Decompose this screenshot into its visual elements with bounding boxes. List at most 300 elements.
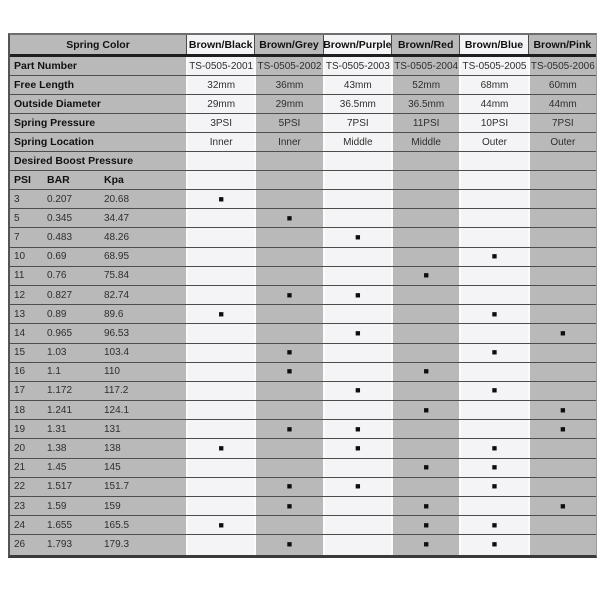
boost-kpa-value: 179.3 (104, 539, 130, 551)
boost-psi-value: 26 (14, 539, 26, 551)
column-header-3: Brown/Purple (323, 35, 391, 54)
marker-cell (186, 363, 254, 381)
spring-marker-icon: ■ (560, 423, 566, 434)
marker-cell (254, 267, 322, 285)
marker-cell (254, 324, 322, 342)
boost-values-group (10, 324, 186, 342)
boost-kpa-value: 124.1 (104, 404, 130, 416)
marker-cell (186, 344, 254, 362)
marker-cell (391, 497, 459, 515)
marker-cell (459, 209, 527, 227)
boost-values-group (10, 267, 186, 285)
marker-cell (391, 401, 459, 419)
marker-cell (323, 324, 391, 342)
marker-cell (459, 305, 527, 323)
boost-row (10, 305, 596, 324)
marker-cell (186, 286, 254, 304)
spec-cell: 29mm (254, 95, 322, 113)
boost-psi-value: 24 (14, 519, 26, 531)
marker-cell (528, 228, 596, 246)
spec-cell: 60mm (528, 76, 596, 94)
spring-marker-icon: ■ (491, 251, 498, 262)
boost-bar-value: 1.655 (47, 519, 73, 531)
marker-cell (186, 439, 254, 457)
marker-cell (323, 305, 391, 323)
spec-cell: 11PSI (391, 114, 459, 132)
spring-marker-icon: ■ (560, 500, 566, 511)
boost-values-group (10, 439, 186, 457)
spring-marker-icon: ■ (355, 289, 361, 300)
boost-psi-value: 16 (14, 366, 26, 378)
marker-cell (528, 344, 596, 362)
boost-bar-value: 0.89 (47, 308, 67, 320)
boost-psi-value: 19 (14, 423, 26, 435)
boost-bar-value: 1.38 (47, 443, 67, 455)
spec-cell: 68mm (459, 76, 527, 94)
boost-kpa-value: 75.84 (104, 270, 130, 282)
unit-header-kpa: Kpa (104, 174, 124, 186)
marker-cell (323, 478, 391, 496)
marker-cell (254, 401, 322, 419)
marker-cell (528, 516, 596, 534)
marker-cell (459, 401, 527, 419)
boost-row (10, 497, 596, 516)
marker-cell (254, 190, 322, 208)
marker-cell (323, 535, 391, 554)
marker-cell (186, 420, 254, 438)
spring-marker-icon: ■ (355, 481, 361, 492)
marker-cell (528, 286, 596, 304)
marker-cell (391, 344, 459, 362)
marker-cell (254, 516, 322, 534)
column-header-1: Brown/Black (186, 35, 254, 54)
marker-cell (459, 535, 527, 554)
spec-row-label: Spring Location (10, 133, 186, 151)
spec-row-label: Part Number (10, 57, 186, 75)
marker-cell (186, 535, 254, 554)
spec-cell: 7PSI (323, 114, 391, 132)
boost-psi-value: 12 (14, 289, 26, 301)
spec-cell: 10PSI (459, 114, 527, 132)
boost-row (10, 363, 596, 382)
spec-row-label: Free Length (10, 76, 186, 94)
spec-row (10, 57, 596, 76)
boost-kpa-value: 131 (104, 423, 121, 435)
spring-marker-icon: ■ (286, 423, 293, 434)
boost-bar-value: 0.965 (47, 327, 73, 339)
empty-cell (391, 171, 459, 189)
marker-cell (186, 516, 254, 534)
marker-cell (528, 190, 596, 208)
marker-cell (391, 267, 459, 285)
boost-row (10, 324, 596, 343)
marker-cell (323, 497, 391, 515)
empty-cell (528, 152, 596, 170)
empty-cell (186, 171, 254, 189)
marker-cell (323, 344, 391, 362)
marker-cell (323, 420, 391, 438)
boost-kpa-value: 159 (104, 500, 121, 512)
marker-cell (459, 267, 527, 285)
boost-values-group (10, 497, 186, 515)
marker-cell (186, 228, 254, 246)
spring-marker-icon: ■ (286, 481, 293, 492)
marker-cell (459, 228, 527, 246)
boost-row (10, 382, 596, 401)
spring-marker-icon: ■ (491, 519, 498, 530)
marker-cell (254, 382, 322, 400)
marker-cell (459, 286, 527, 304)
boost-kpa-value: 48.26 (104, 231, 130, 243)
spec-cell: Inner (186, 133, 254, 151)
section-label: Desired Boost Pressure (10, 152, 186, 170)
boost-bar-value: 1.45 (47, 462, 67, 474)
spring-marker-icon: ■ (355, 443, 361, 454)
marker-cell (528, 459, 596, 477)
marker-cell (186, 401, 254, 419)
boost-kpa-value: 20.68 (104, 193, 130, 205)
marker-cell (528, 209, 596, 227)
marker-cell (254, 344, 322, 362)
boost-values-group (10, 459, 186, 477)
spring-marker-icon: ■ (355, 423, 361, 434)
spec-cell: Middle (391, 133, 459, 151)
empty-cell (323, 171, 391, 189)
marker-cell (391, 439, 459, 457)
marker-cell (323, 209, 391, 227)
spring-marker-icon: ■ (491, 481, 498, 492)
marker-cell (459, 420, 527, 438)
boost-bar-value: 0.827 (47, 289, 73, 301)
boost-bar-value: 1.517 (47, 481, 73, 493)
marker-cell (391, 209, 459, 227)
marker-cell (323, 459, 391, 477)
spring-marker-icon: ■ (491, 443, 498, 454)
boost-values-group (10, 420, 186, 438)
spec-row (10, 76, 596, 95)
boost-kpa-value: 96.53 (104, 327, 130, 339)
marker-cell (391, 305, 459, 323)
boost-row (10, 439, 596, 458)
spec-cell: TS-0505-2003 (323, 57, 391, 75)
unit-header-psi: PSI (14, 174, 31, 186)
boost-kpa-value: 82.74 (104, 289, 130, 301)
empty-cell (323, 152, 391, 170)
unit-header-group (10, 171, 186, 189)
boost-values-group (10, 190, 186, 208)
marker-cell (186, 324, 254, 342)
spec-cell: 32mm (186, 76, 254, 94)
marker-cell (528, 382, 596, 400)
spec-cell: 36mm (254, 76, 322, 94)
spring-marker-icon: ■ (560, 404, 566, 415)
boost-values-group (10, 344, 186, 362)
marker-cell (323, 516, 391, 534)
boost-kpa-value: 117.2 (104, 385, 129, 397)
spec-cell: TS-0505-2005 (459, 57, 527, 75)
marker-cell (323, 190, 391, 208)
marker-cell (528, 535, 596, 554)
marker-cell (459, 248, 527, 266)
boost-values-group (10, 382, 186, 400)
spec-cell: 43mm (323, 76, 391, 94)
marker-cell (186, 478, 254, 496)
spring-marker-icon: ■ (218, 308, 224, 319)
boost-psi-value: 3 (14, 193, 20, 205)
column-header-6: Brown/Pink (528, 35, 596, 54)
column-header-5: Brown/Blue (459, 35, 527, 54)
boost-bar-value: 0.207 (47, 193, 73, 205)
spec-row-label: Spring Pressure (10, 114, 186, 132)
spring-marker-icon: ■ (423, 519, 429, 530)
marker-cell (459, 190, 527, 208)
boost-bar-value: 1.172 (47, 385, 73, 397)
boost-row (10, 248, 596, 267)
marker-cell (254, 248, 322, 266)
spec-row (10, 133, 596, 152)
boost-values-group (10, 478, 186, 496)
boost-row (10, 420, 596, 439)
unit-header-bar: BAR (47, 174, 70, 186)
boost-kpa-value: 145 (104, 462, 121, 474)
boost-kpa-value: 165.5 (104, 519, 130, 531)
marker-cell (391, 190, 459, 208)
boost-row (10, 190, 596, 209)
boost-psi-value: 22 (14, 481, 26, 493)
empty-cell (391, 152, 459, 170)
empty-cell (459, 152, 527, 170)
spring-pressure-table (8, 33, 597, 558)
spec-cell: 5PSI (254, 114, 322, 132)
boost-bar-value: 1.03 (47, 347, 67, 359)
marker-cell (528, 267, 596, 285)
marker-cell (391, 228, 459, 246)
marker-cell (391, 324, 459, 342)
spec-cell: Outer (459, 133, 527, 151)
marker-cell (323, 382, 391, 400)
marker-cell (528, 497, 596, 515)
spec-cell: 44mm (459, 95, 527, 113)
spring-marker-icon: ■ (286, 500, 293, 511)
boost-values-group (10, 209, 186, 227)
spring-marker-icon: ■ (218, 443, 224, 454)
marker-cell (186, 382, 254, 400)
boost-values-group (10, 305, 186, 323)
boost-row (10, 478, 596, 497)
boost-row (10, 209, 596, 228)
boost-kpa-value: 89.6 (104, 308, 124, 320)
marker-cell (254, 228, 322, 246)
marker-cell (254, 478, 322, 496)
spec-cell: TS-0505-2006 (528, 57, 596, 75)
boost-bar-value: 0.69 (47, 251, 67, 263)
spring-marker-icon: ■ (423, 500, 429, 511)
spec-cell: TS-0505-2001 (186, 57, 254, 75)
boost-psi-value: 11 (14, 270, 25, 282)
marker-cell (459, 363, 527, 381)
table-header-row (10, 35, 596, 57)
marker-cell (323, 401, 391, 419)
spring-marker-icon: ■ (286, 289, 293, 300)
boost-psi-value: 18 (14, 404, 26, 416)
spring-marker-icon: ■ (423, 366, 429, 377)
boost-psi-value: 23 (14, 500, 26, 512)
spec-cell: 52mm (391, 76, 459, 94)
boost-bar-value: 1.241 (47, 404, 73, 416)
marker-cell (323, 439, 391, 457)
marker-cell (186, 209, 254, 227)
spring-marker-icon: ■ (491, 539, 498, 550)
boost-kpa-value: 110 (104, 366, 120, 378)
boost-bar-value: 0.76 (47, 270, 67, 282)
marker-cell (254, 209, 322, 227)
marker-cell (323, 363, 391, 381)
boost-kpa-value: 138 (104, 443, 121, 455)
unit-header-row (10, 171, 596, 190)
marker-cell (254, 439, 322, 457)
marker-cell (254, 420, 322, 438)
spec-row (10, 114, 596, 133)
spring-marker-icon: ■ (560, 327, 566, 338)
spring-marker-icon: ■ (491, 385, 498, 396)
marker-cell (528, 248, 596, 266)
boost-bar-value: 1.59 (47, 500, 67, 512)
marker-cell (528, 439, 596, 457)
spring-marker-icon: ■ (355, 327, 361, 338)
marker-cell (391, 286, 459, 304)
spring-marker-icon: ■ (286, 347, 293, 358)
spec-cell: Outer (528, 133, 596, 151)
spring-marker-icon: ■ (286, 366, 293, 377)
spec-cell: TS-0505-2004 (391, 57, 459, 75)
empty-cell (254, 152, 322, 170)
spring-marker-icon: ■ (491, 347, 498, 358)
boost-values-group (10, 516, 186, 534)
boost-kpa-value: 34.47 (104, 212, 130, 224)
spring-marker-icon: ■ (423, 270, 429, 281)
spec-cell: 3PSI (186, 114, 254, 132)
boost-row (10, 344, 596, 363)
marker-cell (528, 401, 596, 419)
marker-cell (391, 363, 459, 381)
marker-cell (323, 248, 391, 266)
boost-row (10, 228, 596, 247)
spring-marker-icon: ■ (286, 539, 293, 550)
spring-marker-icon: ■ (423, 462, 429, 473)
marker-cell (459, 439, 527, 457)
spring-marker-icon: ■ (218, 193, 224, 204)
marker-cell (459, 344, 527, 362)
marker-cell (254, 535, 322, 554)
marker-cell (528, 420, 596, 438)
column-header-4: Brown/Red (391, 35, 459, 54)
marker-cell (528, 324, 596, 342)
marker-cell (254, 286, 322, 304)
boost-row (10, 516, 596, 535)
spring-color-label: Spring Color (10, 35, 186, 54)
boost-bar-value: 0.483 (47, 231, 73, 243)
boost-psi-value: 15 (14, 347, 26, 359)
spec-cell: 29mm (186, 95, 254, 113)
marker-cell (254, 497, 322, 515)
boost-psi-value: 21 (14, 462, 26, 474)
boost-row (10, 535, 596, 554)
column-header-2: Brown/Grey (254, 35, 322, 54)
boost-row (10, 267, 596, 286)
spring-marker-icon: ■ (355, 385, 361, 396)
spec-row-label: Outside Diameter (10, 95, 186, 113)
spec-cell: Middle (323, 133, 391, 151)
spring-marker-icon: ■ (218, 519, 224, 530)
spring-marker-icon: ■ (423, 404, 429, 415)
boost-kpa-value: 68.95 (104, 251, 130, 263)
spec-cell: Inner (254, 133, 322, 151)
marker-cell (186, 497, 254, 515)
empty-cell (459, 171, 527, 189)
marker-cell (186, 248, 254, 266)
marker-cell (186, 305, 254, 323)
spring-marker-icon: ■ (286, 212, 293, 223)
boost-psi-value: 13 (14, 308, 26, 320)
boost-values-group (10, 248, 186, 266)
boost-psi-value: 17 (14, 385, 26, 397)
boost-values-group (10, 286, 186, 304)
boost-kpa-value: 151.7 (104, 481, 130, 493)
marker-cell (254, 363, 322, 381)
boost-bar-value: 1.1 (47, 366, 61, 378)
marker-cell (459, 382, 527, 400)
section-row (10, 152, 596, 171)
spec-row (10, 95, 596, 114)
spec-cell: 36.5mm (323, 95, 391, 113)
marker-cell (391, 535, 459, 554)
boost-bar-value: 1.31 (47, 423, 67, 435)
boost-values-group (10, 401, 186, 419)
spring-marker-icon: ■ (423, 539, 429, 550)
spec-cell: 44mm (528, 95, 596, 113)
marker-cell (528, 363, 596, 381)
marker-cell (391, 420, 459, 438)
spec-cell: TS-0505-2002 (254, 57, 322, 75)
boost-psi-value: 5 (14, 212, 20, 224)
marker-cell (323, 286, 391, 304)
boost-psi-value: 7 (14, 231, 20, 243)
boost-row (10, 401, 596, 420)
boost-values-group (10, 228, 186, 246)
marker-cell (391, 478, 459, 496)
spring-marker-icon: ■ (491, 462, 498, 473)
boost-bar-value: 0.345 (47, 212, 73, 224)
empty-cell (528, 171, 596, 189)
marker-cell (459, 478, 527, 496)
marker-cell (254, 459, 322, 477)
boost-values-group (10, 363, 186, 381)
marker-cell (391, 248, 459, 266)
marker-cell (391, 459, 459, 477)
marker-cell (323, 228, 391, 246)
boost-bar-value: 1.793 (47, 539, 73, 551)
marker-cell (459, 459, 527, 477)
boost-psi-value: 10 (14, 251, 26, 263)
marker-cell (323, 267, 391, 285)
marker-cell (186, 267, 254, 285)
marker-cell (391, 516, 459, 534)
spec-cell: 7PSI (528, 114, 596, 132)
marker-cell (186, 190, 254, 208)
marker-cell (459, 516, 527, 534)
empty-cell (186, 152, 254, 170)
boost-kpa-value: 103.4 (104, 347, 130, 359)
